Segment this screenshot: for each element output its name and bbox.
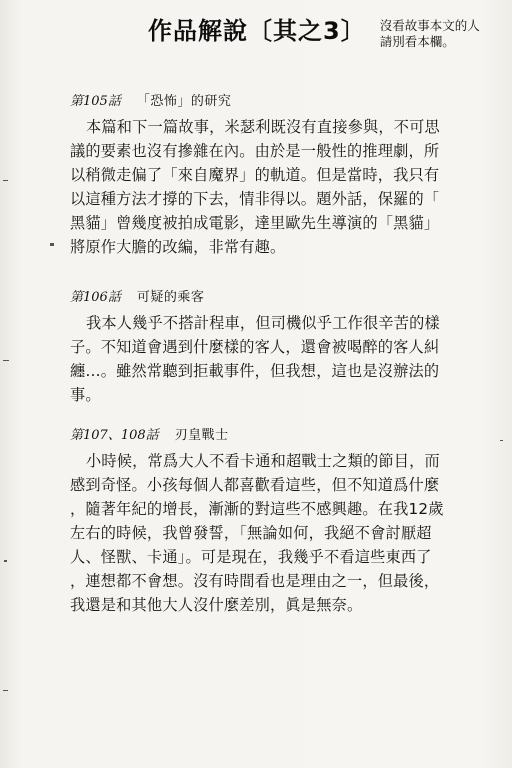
- scan-speck: [500, 440, 503, 441]
- body-line: 感到奇怪。小孩每個人都喜歡看這些，但不知道爲什麼: [70, 476, 440, 494]
- body-line: 我本人幾乎不搭計程車，但司機似乎工作很辛苦的樣: [86, 314, 440, 332]
- body-line: 本篇和下一篇故事，米瑟利既沒有直接參與，不可思: [86, 118, 440, 136]
- body-line: 以稍微走偏了「來自魔界」的軌道。但是當時，我只有: [70, 166, 440, 184]
- body-line: 小時候，常爲大人不看卡通和超戰士之類的節目，而: [86, 452, 440, 470]
- section-episode-105: [70, 92, 470, 259]
- body-line: 人、怪獸、卡通」。可是現在，我幾乎不看這些東西了: [70, 548, 432, 566]
- scan-speck: [3, 690, 8, 691]
- body-line: 黑貓」曾幾度被拍成電影，達里歐先生導演的「黑貓」: [70, 214, 440, 232]
- body-line: 將原作大膽的改編，非常有趣。: [70, 238, 286, 256]
- scan-speck: [50, 243, 54, 246]
- episode-title: 可疑的乘客: [136, 290, 205, 305]
- section-episode-107-108: [70, 426, 470, 617]
- body-line: ，隨著年紀的增長，漸漸的對這些不感興趣。在我12歲: [70, 500, 444, 518]
- section-heading: [70, 92, 470, 112]
- body-line: 我還是和其他大人沒什麼差別，眞是無奈。: [70, 596, 363, 614]
- body-line: 子。不知道會遇到什麼樣的客人，還會被喝醉的客人糾: [70, 338, 440, 356]
- episode-title: 刃皇戰士: [174, 428, 229, 443]
- body-line: 纏…。雖然常聽到拒載事件，但我想，這也是沒辦法的: [70, 362, 440, 380]
- section-body: [70, 449, 470, 617]
- body-line: 左右的時候，我曾發誓，「無論如何，我絕不會討厭超: [70, 524, 432, 542]
- body-line: 議的要素也沒有摻雜在內。由於是一般性的推理劇，所: [70, 142, 440, 160]
- page-title: 作品解說〔其之3〕: [148, 17, 366, 45]
- scan-speck: [3, 360, 9, 361]
- body-line: ，連想都不會想。沒有時間看也是理由之一，但最後，: [70, 572, 440, 590]
- section-episode-106: [70, 288, 470, 407]
- section-heading: [70, 288, 470, 308]
- body-line: 事。: [70, 386, 101, 404]
- episode-title: 「恐怖」的研究: [136, 94, 232, 109]
- episode-number: 第107、108話: [70, 428, 159, 443]
- section-body: [70, 311, 470, 407]
- header-note: 沒看故事本文的人請別看本欄。: [379, 18, 480, 49]
- section-body: [70, 115, 470, 259]
- episode-number: 第106話: [70, 290, 121, 305]
- scan-speck: [3, 180, 8, 181]
- body-line: 以這種方法才撐的下去，情非得以。題外話，保羅的「: [70, 190, 440, 208]
- page-header: [148, 14, 490, 50]
- episode-number: 第105話: [70, 94, 121, 109]
- section-heading: [70, 426, 470, 446]
- scan-speck: [4, 560, 7, 562]
